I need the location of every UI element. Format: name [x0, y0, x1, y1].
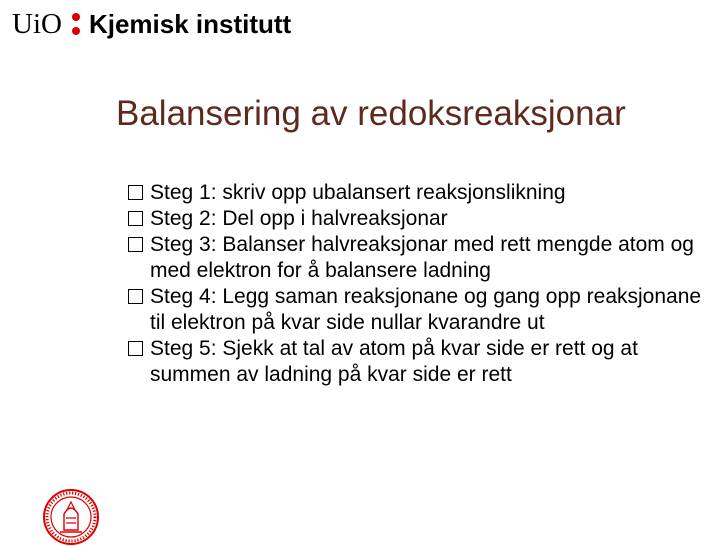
step-item-5 [128, 336, 708, 388]
square-bullet-icon [128, 341, 143, 356]
university-seal-icon [42, 488, 100, 546]
step-item-3 [128, 232, 708, 284]
step-text: Steg 4: Legg saman reaksjonane og gang opp reaksjonane til elektron på kvar side nullar kvarandre ut [150, 285, 702, 334]
slide-title: Balansering av redoksreaksjonar [116, 94, 626, 133]
step-text: Steg 1: skriv opp ubalansert reaksjonslikning [150, 181, 566, 204]
step-text: Steg 5: Sjekk at tal av atom på kvar side er rett og at summen av ladning på kvar side er rett [150, 337, 638, 386]
uio-colon-icon [72, 12, 80, 36]
step-item-4 [128, 284, 708, 336]
square-bullet-icon [128, 211, 143, 226]
header-logo [12, 8, 291, 40]
step-item-2 [128, 206, 708, 232]
step-item-1 [128, 180, 708, 206]
uio-logo-text: UiO [12, 7, 62, 40]
square-bullet-icon [128, 237, 143, 252]
institute-name: Kjemisk institutt [88, 8, 292, 39]
square-bullet-icon [128, 289, 143, 304]
square-bullet-icon [128, 185, 143, 200]
step-text: Steg 3: Balanser halvreaksjonar med rett mengde atom og med elektron for å balansere ladning [150, 233, 694, 282]
step-text: Steg 2: Del opp i halvreaksjonar [150, 207, 448, 230]
steps-list [128, 180, 708, 388]
